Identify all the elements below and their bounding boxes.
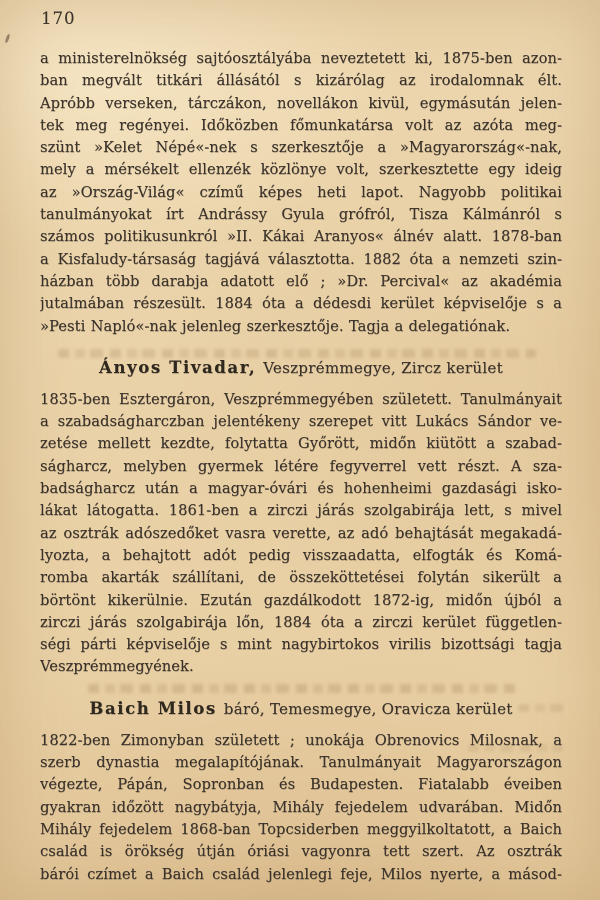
heading-baich-milos bbox=[40, 696, 562, 722]
text-line: a Kisfaludy-társaság tagjává választotta. 1882 óta a nemzeti szin- bbox=[40, 250, 562, 268]
bleed-through-smudge bbox=[58, 349, 536, 358]
text-line: lákat látogatta. 1861-ben a zirczi járás szolgabirája lett, s mivel bbox=[40, 502, 562, 520]
paragraph-continuation bbox=[40, 48, 562, 338]
text-line: tek meg regényei. Időközben főmunkatársa volt az azóta meg- bbox=[40, 116, 562, 134]
text-line: szünt »Kelet Népé«-nek s szerkesztője a »Magyarország«-nak, bbox=[40, 139, 562, 157]
text-line: Mihály fejedelem 1868-ban Topcsiderben meggyilkoltatott, a Baich bbox=[40, 820, 562, 838]
text-line: zirczi járás szolgabirája lőn, 1884 óta a zirczi kerület független- bbox=[40, 613, 562, 631]
text-column bbox=[40, 48, 562, 886]
text-line: az »Ország-Világ« czímű képes heti lapot. Nagyobb politikai bbox=[40, 183, 562, 201]
text-line: »Pesti Napló«-nak jelenleg szerkesztője. Tagja a delegatiónak. bbox=[40, 317, 511, 335]
text-line: 1822-ben Zimonyban született ; unokája Obrenovics Milosnak, a bbox=[40, 731, 562, 749]
text-line: gyakran időzött nagybátyja, Mihály fejedelem udvarában. Midőn bbox=[40, 798, 562, 816]
text-line: a ministerelnökség sajtóosztályába neveztetett ki, 1875-ben azon- bbox=[40, 50, 562, 67]
text-line: végezte, Pápán, Sopronban és Budapesten. Fiatalabb éveiben bbox=[40, 776, 562, 794]
text-line: tanulmányokat írt Andrássy Gyula grófról, Tisza Kálmánról s bbox=[40, 206, 562, 224]
heading-descriptor: báró, Temesmegye, Oravicza kerület bbox=[223, 699, 513, 718]
text-line: ságharcz, melyben gyermek létére fegyverrel vett részt. A sza- bbox=[40, 457, 562, 475]
text-line: jutalmában részesült. 1884 óta a dédesdi kerület képviselője s a bbox=[40, 295, 562, 313]
ink-fleck bbox=[5, 34, 11, 43]
text-line: badságharcz után a magyar-óvári és hohenheimi gazdasági isko- bbox=[40, 480, 562, 498]
text-line: lyozta, a behajtott adót pedig visszaadatta, elfogták és Komá- bbox=[40, 546, 562, 564]
text-line: az osztrák adószedőket vasra verette, az adó behajtását megakadá- bbox=[40, 524, 562, 542]
text-line: Apróbb verseken, tárczákon, novellákon kivül, egymásután jelen- bbox=[40, 94, 562, 112]
text-line: mely a mérsékelt ellenzék közlönye volt, szerkesztette egy ideig bbox=[40, 161, 562, 179]
text-line: zetése mellett kezdte, folytatta Győrött, midőn kiütött a szabad- bbox=[40, 435, 562, 453]
heading-anyos-tivadar bbox=[40, 355, 562, 381]
text-line: ségi párti képviselője s mint nagybirtokos virilis bizottsági tagja bbox=[40, 636, 562, 654]
paragraph-anyos-tivadar bbox=[40, 389, 562, 679]
text-line: romba akarták szállítani, de összeköttetései folytán sikerült a bbox=[40, 569, 562, 587]
text-line: börtönt kikerülnie. Ezután gazdálkodott 1872-ig, midőn újból a bbox=[40, 591, 562, 609]
heading-descriptor: Veszprémmegye, Zircz kerület bbox=[263, 358, 503, 377]
bleed-through-smudge bbox=[518, 704, 566, 712]
text-line: házban több darabja adatott elő ; »Dr. Percival« az akadémia bbox=[40, 272, 562, 290]
bleed-through-smudge bbox=[468, 744, 563, 752]
text-line: család is örökség útján óriási vagyonra tett szert. Az osztrák bbox=[40, 843, 562, 861]
page-number: 170 bbox=[41, 9, 76, 28]
text-line: Veszprémmegyének. bbox=[40, 658, 194, 676]
paragraph-baich-milos bbox=[40, 730, 562, 886]
heading-name-bold: Ányos Tivadar, bbox=[99, 357, 257, 377]
bleed-through-smudge bbox=[88, 684, 520, 693]
text-line: 1835-ben Esztergáron, Veszprémmegyében született. Tanulmányait bbox=[40, 390, 562, 408]
text-line: számos politikusunkról »II. Kákai Aranyos« álnév alatt. 1878-ban bbox=[40, 228, 562, 246]
text-line: bárói czímet a Baich család jelenlegi feje, Milos nyerte, a másod- bbox=[40, 865, 562, 883]
text-line: szerb dynastia megalapítójának. Tanulmányait Magyarországon bbox=[40, 754, 562, 772]
text-line: a szabadságharczban jelentékeny szerepet vitt Lukács Sándor ve- bbox=[40, 413, 562, 431]
text-line: ban megvált titkári állásától s kizárólag az irodalomnak élt. bbox=[40, 72, 562, 90]
heading-name-bold: Baich Milos bbox=[89, 698, 217, 718]
